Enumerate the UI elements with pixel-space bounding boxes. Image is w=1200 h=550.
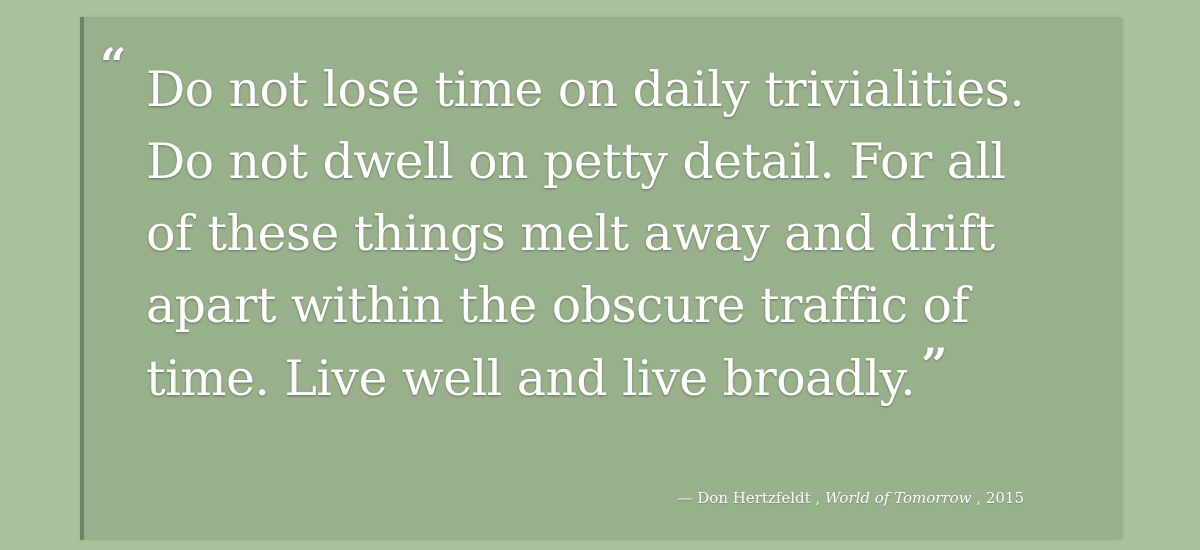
attribution-work: World of Tomorrow [825,489,972,507]
attribution-year: 2015 [985,489,1024,507]
attribution-author: Don Hertzfeldt [697,489,811,507]
close-quote-mark: ” [921,338,947,392]
attribution [678,488,1025,508]
open-quote-mark: “ [100,38,127,92]
attribution-dash: — [677,489,693,507]
attribution-sep-1: , [815,489,826,507]
quote-body: Do not lose time on daily trivialities. Do not dwell on petty detail. For all of these things melt away and drift apart within the obscure traffic of time. Live well and live broadly. [146,61,1025,407]
attribution-sep-2: , [976,489,986,507]
quote-text [146,54,1056,415]
